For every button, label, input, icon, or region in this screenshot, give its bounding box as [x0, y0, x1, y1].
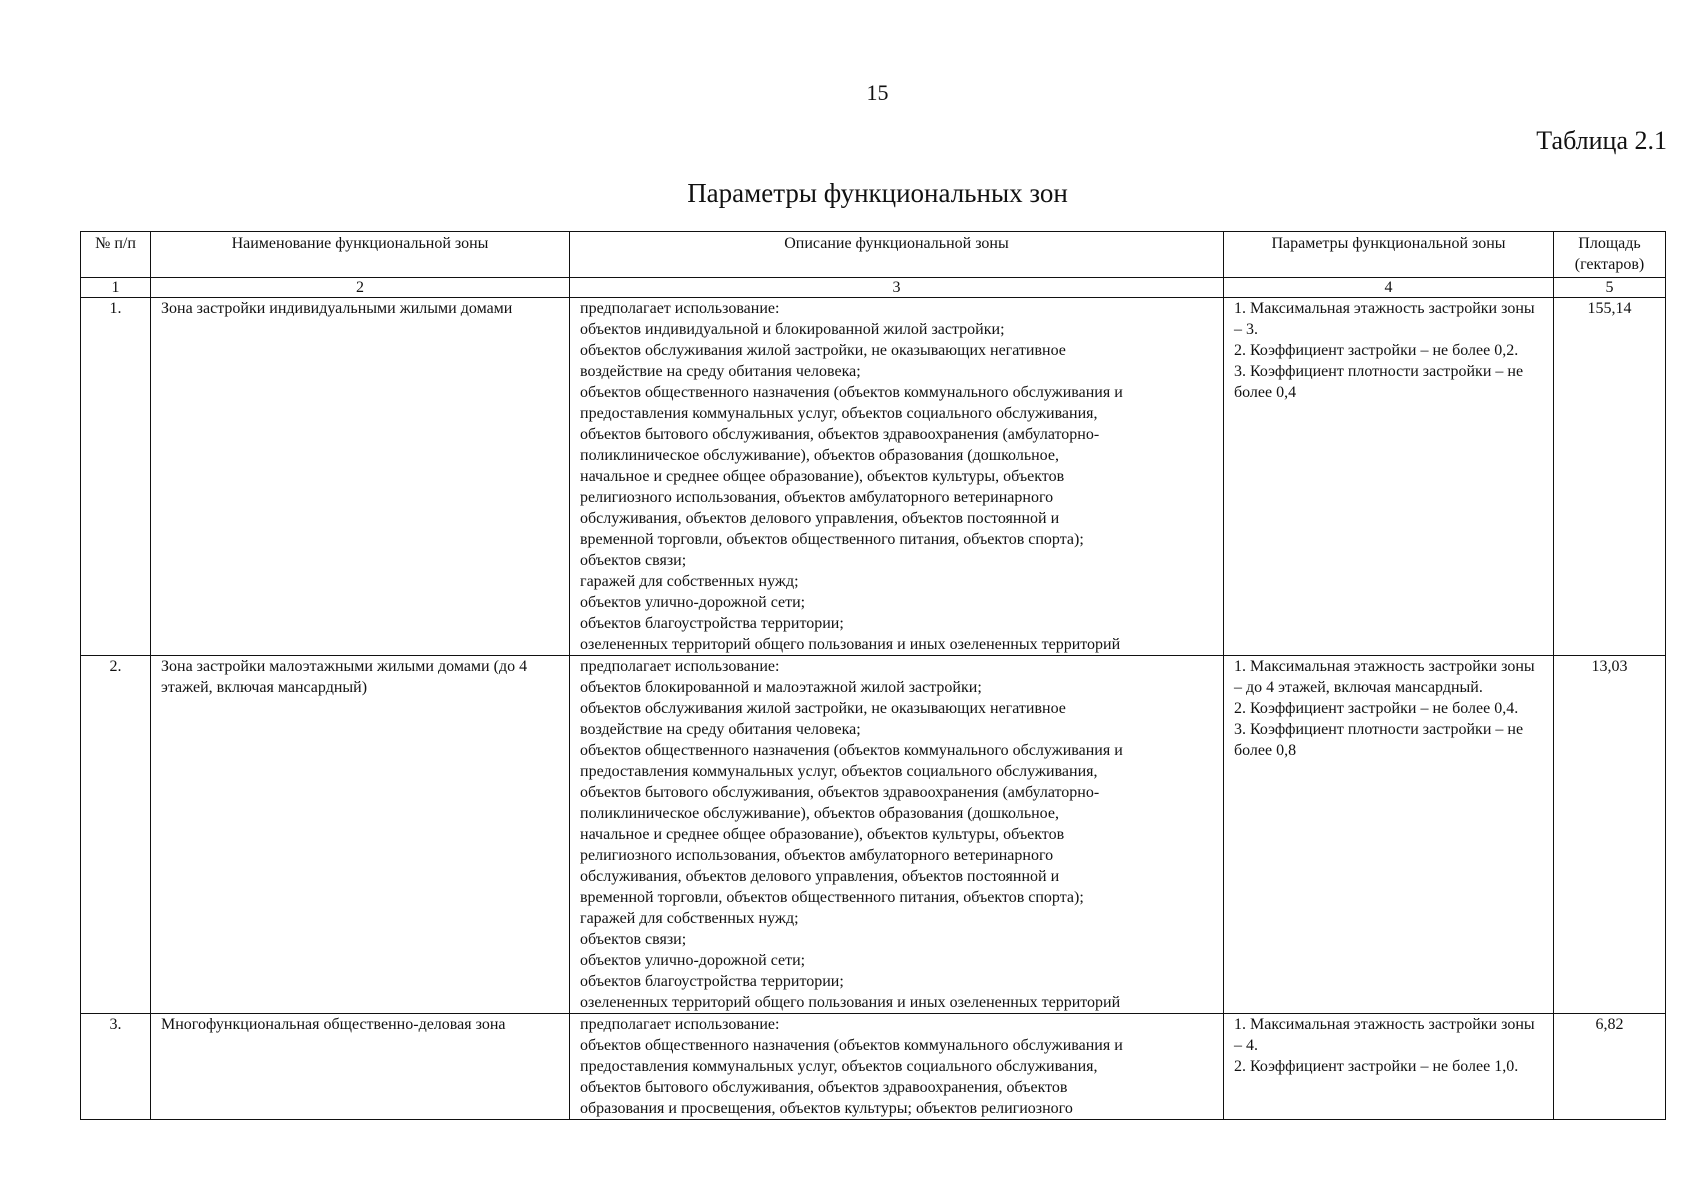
- zone-area: 6,82: [1554, 1014, 1666, 1120]
- description-line: объектов обслуживания жилой застройки, не оказывающих негативное: [580, 700, 1066, 717]
- column-number: 4: [1224, 278, 1554, 298]
- column-number: 5: [1554, 278, 1666, 298]
- description-line: объектов благоустройства территории;: [580, 973, 844, 990]
- header-num: № п/п: [81, 232, 151, 278]
- header-params: Параметры функциональной зоны: [1224, 232, 1554, 278]
- params-line: 1. Максимальная этажность застройки зоны – до 4 этажей, включая мансардный.: [1234, 658, 1535, 696]
- description-line: объектов общественного назначения (объектов коммунального обслуживания и: [580, 742, 1123, 759]
- table-row: [81, 656, 1666, 1014]
- header-description: Описание функциональной зоны: [570, 232, 1224, 278]
- description-line: временной торговли, объектов общественного питания, объектов спорта);: [580, 531, 1084, 548]
- description-line: объектов блокированной и малоэтажной жилой застройки;: [580, 679, 982, 696]
- description-line: объектов связи;: [580, 931, 687, 948]
- description-line: религиозного использования, объектов амбулаторного ветеринарного: [580, 489, 1054, 506]
- description-line: гаражей для собственных нужд;: [580, 910, 799, 927]
- description-line: объектов индивидуальной и блокированной жилой застройки;: [580, 321, 1005, 338]
- description-line: обслуживания, объектов делового управления, объектов постоянной и: [580, 510, 1060, 527]
- description-line: объектов бытового обслуживания, объектов здравоохранения (амбулаторно-: [580, 784, 1100, 801]
- description-line: предоставления коммунальных услуг, объектов социального обслуживания,: [580, 1058, 1098, 1075]
- description-line: поликлиническое обслуживание), объектов образования (дошкольное,: [580, 805, 1059, 822]
- description-line: временной торговли, объектов общественного питания, объектов спорта);: [580, 889, 1084, 906]
- description-line: воздействие на среду обитания человека;: [580, 721, 861, 738]
- params-line: 1. Максимальная этажность застройки зоны – 3.: [1234, 300, 1535, 338]
- header-row: [81, 232, 1666, 278]
- page-number: 15: [866, 80, 889, 105]
- description-line: поликлиническое обслуживание), объектов образования (дошкольное,: [580, 447, 1059, 464]
- description-line: начальное и среднее общее образование), объектов культуры, объектов: [580, 826, 1065, 843]
- zone-name: Многофункциональная общественно-деловая зона: [151, 1014, 570, 1120]
- description-line: объектов улично-дорожной сети;: [580, 952, 806, 969]
- row-number: 3.: [81, 1014, 151, 1120]
- zone-area: 13,03: [1554, 656, 1666, 1014]
- column-number: 3: [570, 278, 1224, 298]
- description-line: религиозного использования, объектов амбулаторного ветеринарного: [580, 847, 1054, 864]
- params-line: 2. Коэффициент застройки – не более 1,0.: [1234, 1058, 1519, 1075]
- header-area: Площадь (гектаров): [1554, 232, 1666, 278]
- description-line: предоставления коммунальных услуг, объектов социального обслуживания,: [580, 405, 1098, 422]
- zone-params: [1224, 656, 1554, 1014]
- zone-name: Зона застройки малоэтажными жилыми домами (до 4 этажей, включая мансардный): [151, 656, 570, 1014]
- description-line: объектов бытового обслуживания, объектов здравоохранения, объектов: [580, 1079, 1068, 1096]
- description-line: предполагает использование:: [580, 1016, 780, 1033]
- description-line: предполагает использование:: [580, 658, 780, 675]
- description-line: объектов улично-дорожной сети;: [580, 594, 806, 611]
- description-line: гаражей для собственных нужд;: [580, 573, 799, 590]
- description-line: объектов благоустройства территории;: [580, 615, 844, 632]
- column-number: 1: [81, 278, 151, 298]
- description-line: объектов общественного назначения (объектов коммунального обслуживания и: [580, 384, 1123, 401]
- params-line: 2. Коэффициент застройки – не более 0,4.: [1234, 700, 1519, 717]
- params-line: 3. Коэффициент плотности застройки – не более 0,8: [1234, 721, 1524, 759]
- description-line: предоставления коммунальных услуг, объектов социального обслуживания,: [580, 763, 1098, 780]
- description-line: образования и просвещения, объектов культуры; объектов религиозного: [580, 1100, 1073, 1117]
- zone-params: [1224, 1014, 1554, 1120]
- zone-params: [1224, 298, 1554, 656]
- table-label: Таблица 2.1: [1536, 126, 1667, 155]
- description-line: озелененных территорий общего пользования и иных озелененных территорий: [580, 994, 1121, 1011]
- header-name: Наименование функциональной зоны: [151, 232, 570, 278]
- row-number: 2.: [81, 656, 151, 1014]
- zone-description: [570, 656, 1224, 1014]
- description-line: объектов бытового обслуживания, объектов здравоохранения (амбулаторно-: [580, 426, 1100, 443]
- table-title: Параметры функциональных зон: [687, 178, 1068, 208]
- table-row: [81, 1014, 1666, 1120]
- zone-name: Зона застройки индивидуальными жилыми домами: [151, 298, 570, 656]
- description-line: обслуживания, объектов делового управления, объектов постоянной и: [580, 868, 1060, 885]
- table-row: [81, 298, 1666, 656]
- description-line: объектов общественного назначения (объектов коммунального обслуживания и: [580, 1037, 1123, 1054]
- row-number: 1.: [81, 298, 151, 656]
- params-line: 3. Коэффициент плотности застройки – не более 0,4: [1234, 363, 1524, 401]
- zone-area: 155,14: [1554, 298, 1666, 656]
- description-line: воздействие на среду обитания человека;: [580, 363, 861, 380]
- description-line: объектов обслуживания жилой застройки, не оказывающих негативное: [580, 342, 1066, 359]
- column-number: 2: [151, 278, 570, 298]
- zones-table: [80, 231, 1666, 1120]
- description-line: начальное и среднее общее образование), объектов культуры, объектов: [580, 468, 1065, 485]
- description-line: предполагает использование:: [580, 300, 780, 317]
- zone-description: [570, 298, 1224, 656]
- description-line: объектов связи;: [580, 552, 687, 569]
- params-line: 2. Коэффициент застройки – не более 0,2.: [1234, 342, 1519, 359]
- column-number-row: [81, 278, 1666, 298]
- params-line: 1. Максимальная этажность застройки зоны – 4.: [1234, 1016, 1535, 1054]
- zone-description: [570, 1014, 1224, 1120]
- description-line: озелененных территорий общего пользования и иных озелененных территорий: [580, 636, 1121, 653]
